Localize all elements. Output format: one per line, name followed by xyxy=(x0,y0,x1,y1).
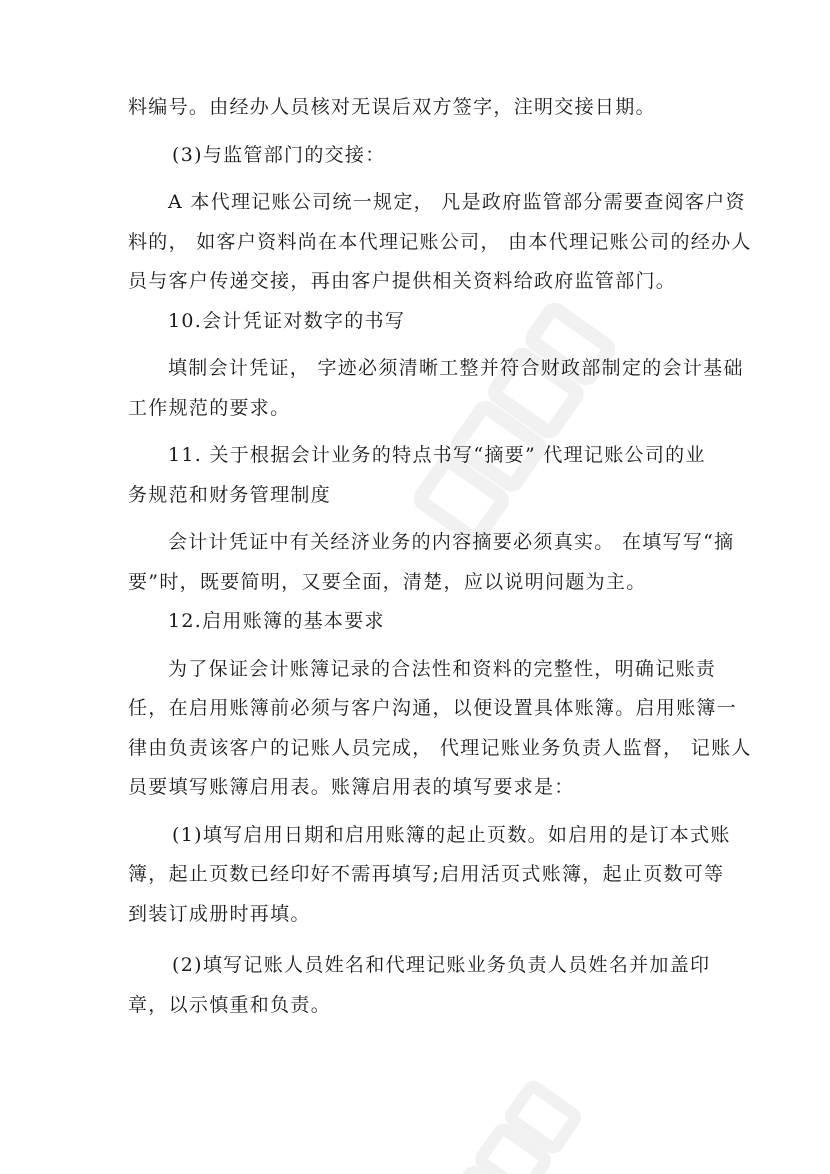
paragraph xyxy=(128,816,731,935)
section-heading xyxy=(128,136,708,176)
paragraph xyxy=(128,650,752,808)
text-line: (2)填写记账人员姓名和代理记账业务负责人员姓名并加盖印 xyxy=(172,954,711,976)
section-heading xyxy=(128,436,708,515)
text-line: 任，在启用账簿前必须与客户沟通，以便设置具体账簿。启用账簿一 xyxy=(128,697,738,719)
text-line: 簿，起止页数已经印好不需再填写;启用活页式账簿，起止页数可等 xyxy=(128,863,725,885)
section-heading xyxy=(128,302,708,342)
text-line: 员要填写账簿启用表。账簿启用表的填写要求是： xyxy=(128,776,575,798)
text-line: 到装订成册时再填。 xyxy=(128,902,311,925)
text-line: (1)填写启用日期和启用账簿的起止页数。如启用的是订本式账 xyxy=(172,823,731,846)
text-line: 工作规范的要求。 xyxy=(128,396,291,419)
document-body xyxy=(128,88,752,1025)
text-line: 11. 关于根据会计业务的特点书写“摘要” 代理记账公司的业 xyxy=(168,444,706,466)
paragraph xyxy=(128,88,708,128)
paragraph xyxy=(128,349,744,428)
paragraph xyxy=(128,183,752,302)
text-line: 料的， 如客户资料尚在本代理记账公司， 由本代理记账公司的经办人 xyxy=(128,230,752,253)
text-line: 料编号。由经办人员核对无误后双方签字，注明交接日期。 xyxy=(128,96,656,118)
paragraph xyxy=(128,523,735,602)
text-line: 为了保证会计账簿记录的合法性和资料的完整性，明确记账责 xyxy=(168,657,717,680)
text-line: A 本代理记账公司统一规定， 凡是政府监管部分需要查阅客户资 xyxy=(168,191,746,213)
text-line: 务规范和财务管理制度 xyxy=(128,483,332,506)
paragraph xyxy=(128,946,711,1025)
text-line: 章，以示慎重和负责。 xyxy=(128,993,332,1016)
text-line: 要”时，既要简明，又要全面，清楚，应以说明问题为主。 xyxy=(128,570,647,593)
text-line: 10.会计凭证对数字的书写 xyxy=(168,309,406,332)
text-line: 律由负责该客户的记账人员完成， 代理记账业务负责人监督， 记账人 xyxy=(128,736,752,759)
text-line: 会计计凭证中有关经济业务的内容摘要必须真实。 在填写写“摘 xyxy=(168,531,735,553)
text-line: 填制会计凭证， 字迹必须清晰工整并符合财政部制定的会计基础 xyxy=(168,357,744,379)
text-line: (3)与监管部门的交接： xyxy=(172,143,386,166)
watermark-icon xyxy=(430,1080,590,1174)
section-heading xyxy=(128,602,708,642)
text-line: 12.启用账簿的基本要求 xyxy=(168,610,385,632)
text-line: 员与客户传递交接，再由客户提供相关资料给政府监管部门。 xyxy=(128,270,677,292)
